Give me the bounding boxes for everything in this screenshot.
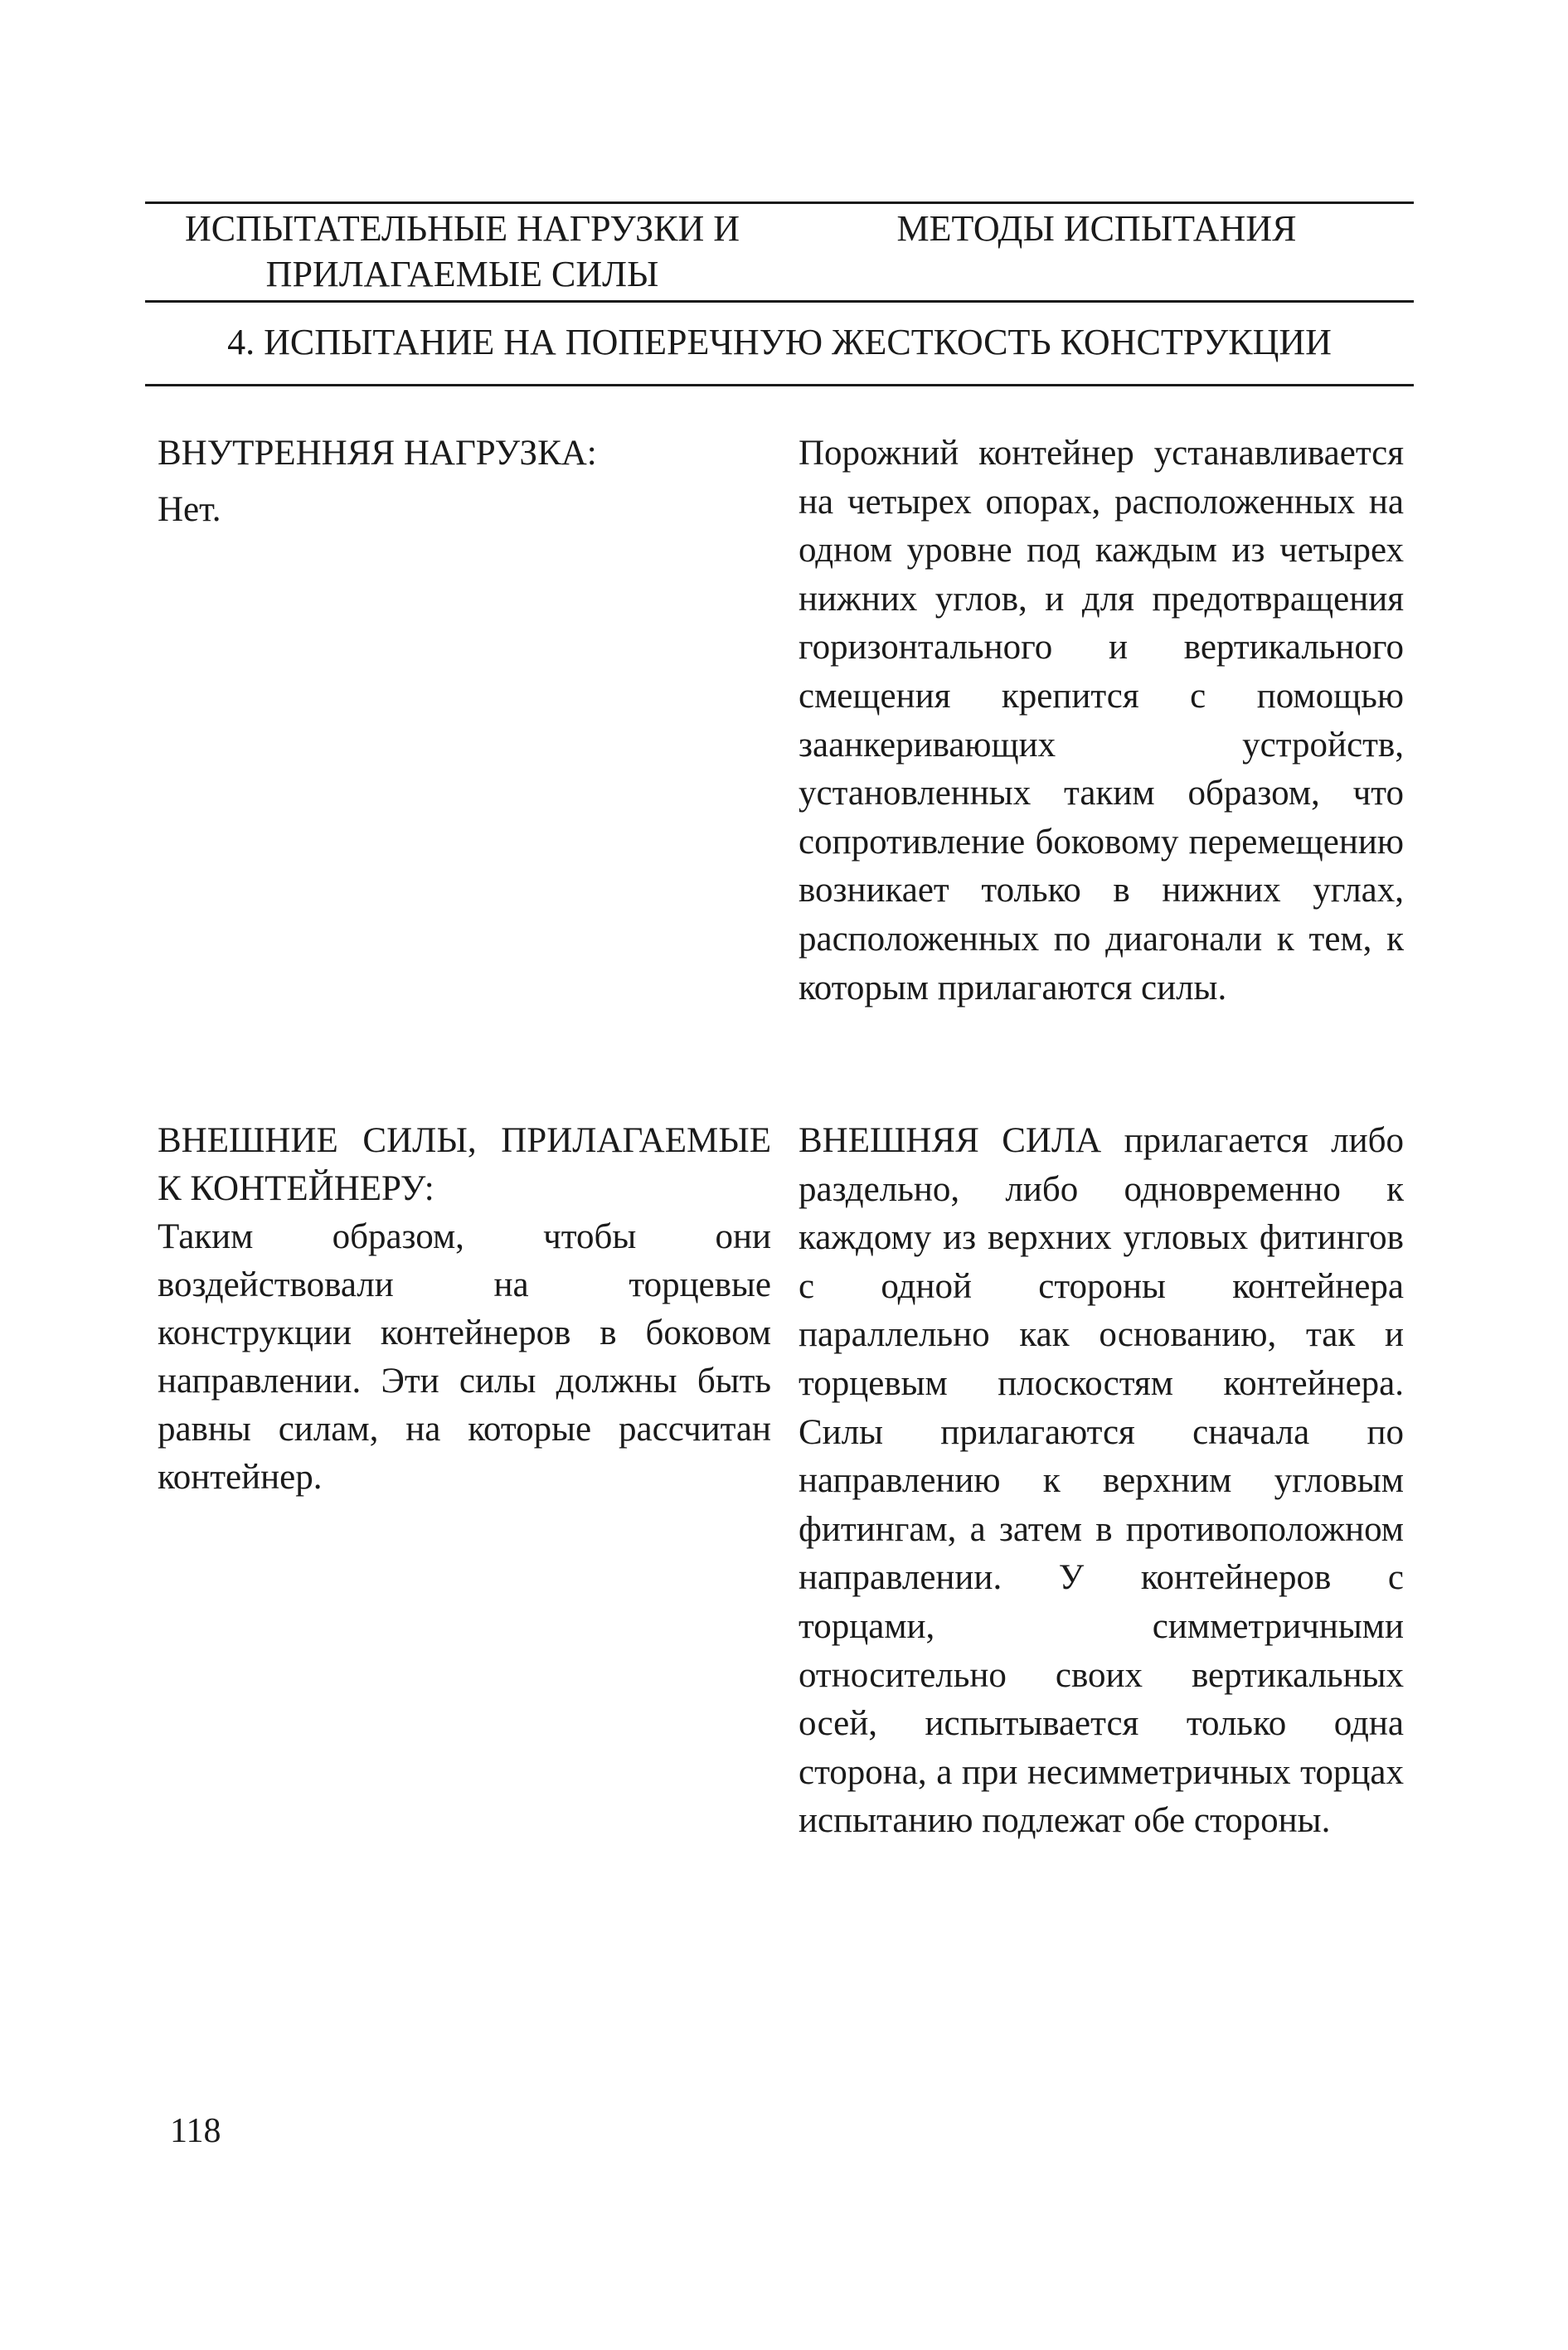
header-left-line2: ПРИЛАГАЕМЫЕ СИЛЫ [265, 254, 659, 294]
page-number: 118 [170, 2112, 221, 2150]
top-rule [145, 201, 1414, 204]
block2-left [158, 1117, 771, 1502]
external-forces-heading: ВНЕШНИЕ СИЛЫ, ПРИЛАГАЕМЫЕ К КОНТЕЙНЕРУ: [158, 1121, 771, 1208]
block2-right [799, 1117, 1404, 1846]
header-left-line1: ИСПЫТАТЕЛЬНЫЕ НАГРУЗКИ И [184, 208, 740, 249]
header-rule [145, 300, 1414, 303]
block1-left [158, 430, 771, 534]
header-right-cell: МЕТОДЫ ИСПЫТАНИЯ [896, 208, 1297, 249]
section-rule [145, 384, 1414, 386]
test-method-text-2: ВНЕШНЯЯ СИЛА прилагается либо раздельно, либо одновременно к каждому из верхних угловых фитингов с одной стороны контейнера параллельно как основанию, так и торцевым плоскостям контейнера. Силы прилагаются сначала по направлению к верхним угловым фитингам, а затем в противоположном направлении. У контейнеров с торцами, симметричными относительно своих вертикальных осей, испытывается только одна сторона, а при несимметричных торцах испытанию подлежат обе стороны. [799, 1121, 1404, 1841]
header-left-cell [145, 206, 779, 297]
table-header [145, 206, 1414, 297]
internal-load-heading: ВНУТРЕННЯЯ НАГРУЗКА: [158, 434, 597, 473]
test-method-text-1: Порожний контейнер устанавливается на четырех опорах, расположенных на одном уровне под каждым из четырех нижних углов, и для предотвращения горизонтального и вертикального смещения крепится с помощью заанкеривающих устройств, установленных таким образом, что сопротивление боковому перемещению возникает только в нижних углах, расположенных по диагонали к тем, к которым прилагаются силы. [799, 434, 1404, 1007]
external-forces-text: Таким образом, чтобы они воздействовали на торцевые конструкции контейнеров в боковом направлении. Эти силы должны быть равны силам, на которые рассчитан контейнер. [158, 1217, 771, 1497]
block1-right [799, 430, 1404, 1012]
internal-load-text: Нет. [158, 490, 221, 529]
section-title: 4. ИСПЫТАНИЕ НА ПОПЕРЕЧНУЮ ЖЕСТКОСТЬ КОНСТРУКЦИИ [227, 322, 1332, 362]
